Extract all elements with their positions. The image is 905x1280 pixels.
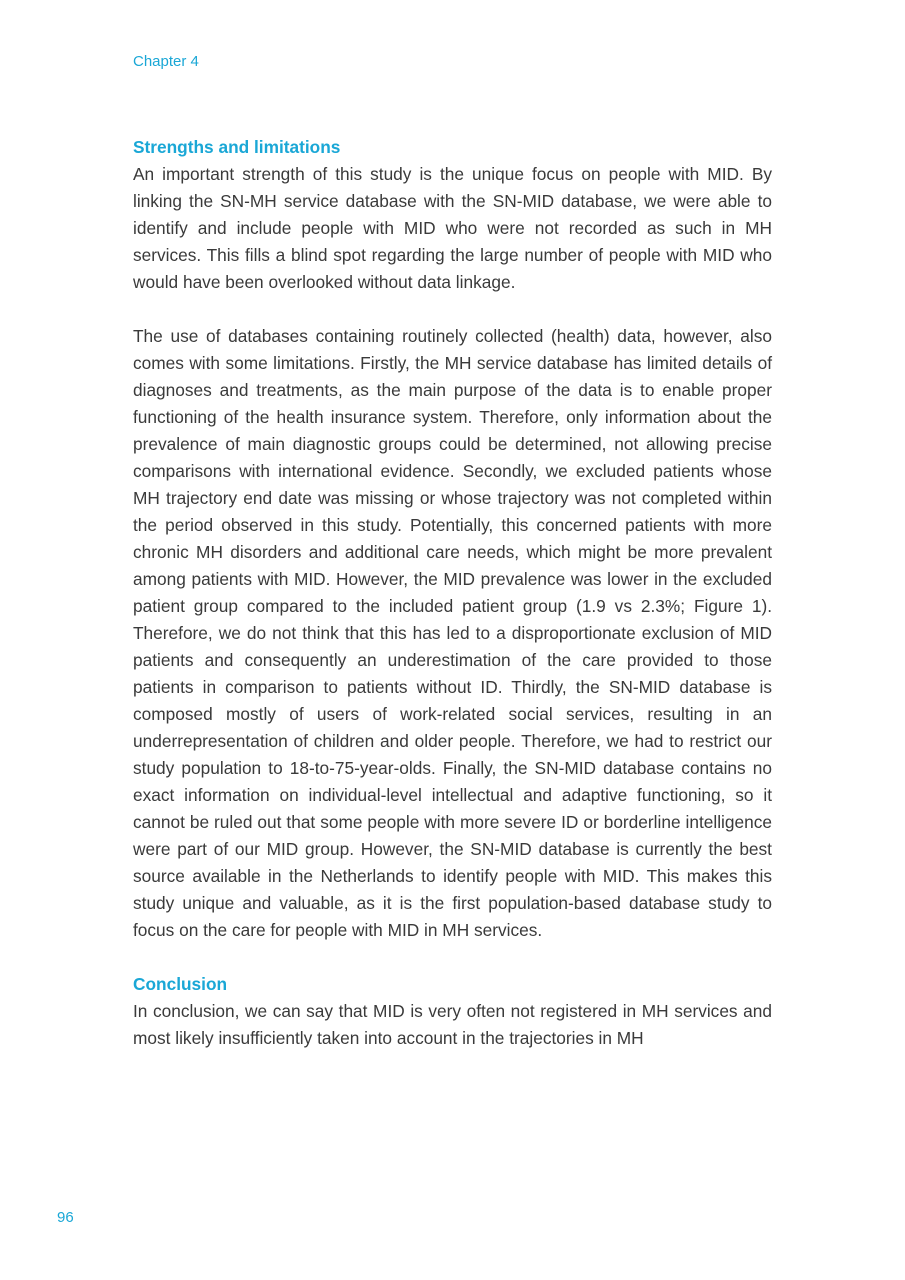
main-content (133, 134, 772, 1052)
paragraph-conclusion-1: In conclusion, we can say that MID is very often not registered in MH services and most likely insufficiently taken into account in the trajectories in MH (133, 1001, 772, 1048)
section-heading-strengths: Strengths and limitations (133, 137, 341, 157)
running-header-chapter: Chapter 4 (133, 53, 199, 70)
paragraph-spacer (133, 296, 772, 323)
section-heading-conclusion: Conclusion (133, 974, 228, 994)
page-number: 96 (57, 1209, 74, 1226)
paragraph-strengths-1: An important strength of this study is the unique focus on people with MID. By linking the SN-MH service database with the SN-MID database, we were able to identify and include people with MID who were not recorded as such in MH services. This fills a blind spot regarding the large number of people with MID who would have been overlooked without data linkage. (133, 164, 772, 292)
paragraph-strengths-2: The use of databases containing routinely collected (health) data, however, also comes with some limitations. Firstly, the MH service database has limited details of diagnoses and treatments, as the main purpose of the data is to enable proper functioning of the health insurance system. Therefore, only information about the prevalence of main diagnostic groups could be determined, not allowing precise comparisons with international evidence. Secondly, we excluded patients whose MH trajectory end date was missing or whose trajectory was not completed within the period observed in this study. Potentially, this concerned patients with more chronic MH disorders and additional care needs, which might be more prevalent among patients with MID. However, the MID prevalence was lower in the excluded patient group compared to the included patient group (1.9 vs 2.3%; Figure 1). Therefore, we do not think that this has led to a disproportionate exclusion of MID patients and consequently an underestimation of the care provided to those patients in comparison to patients without ID. Thirdly, the SN-MID database is composed mostly of users of work-related social services, resulting in an underrepresentation of children and older people. Therefore, we had to restrict our study population to 18-to-75-year-olds. Finally, the SN-MID database contains no exact information on individual-level intellectual and adaptive functioning, so it cannot be ruled out that some people with more severe ID or borderline intelligence were part of our MID group. However, the SN-MID database is currently the best source available in the Netherlands to identify people with MID. This makes this study unique and valuable, as it is the first population-based database study to focus on the care for people with MID in MH services. (133, 326, 772, 940)
section-spacer (133, 944, 772, 971)
